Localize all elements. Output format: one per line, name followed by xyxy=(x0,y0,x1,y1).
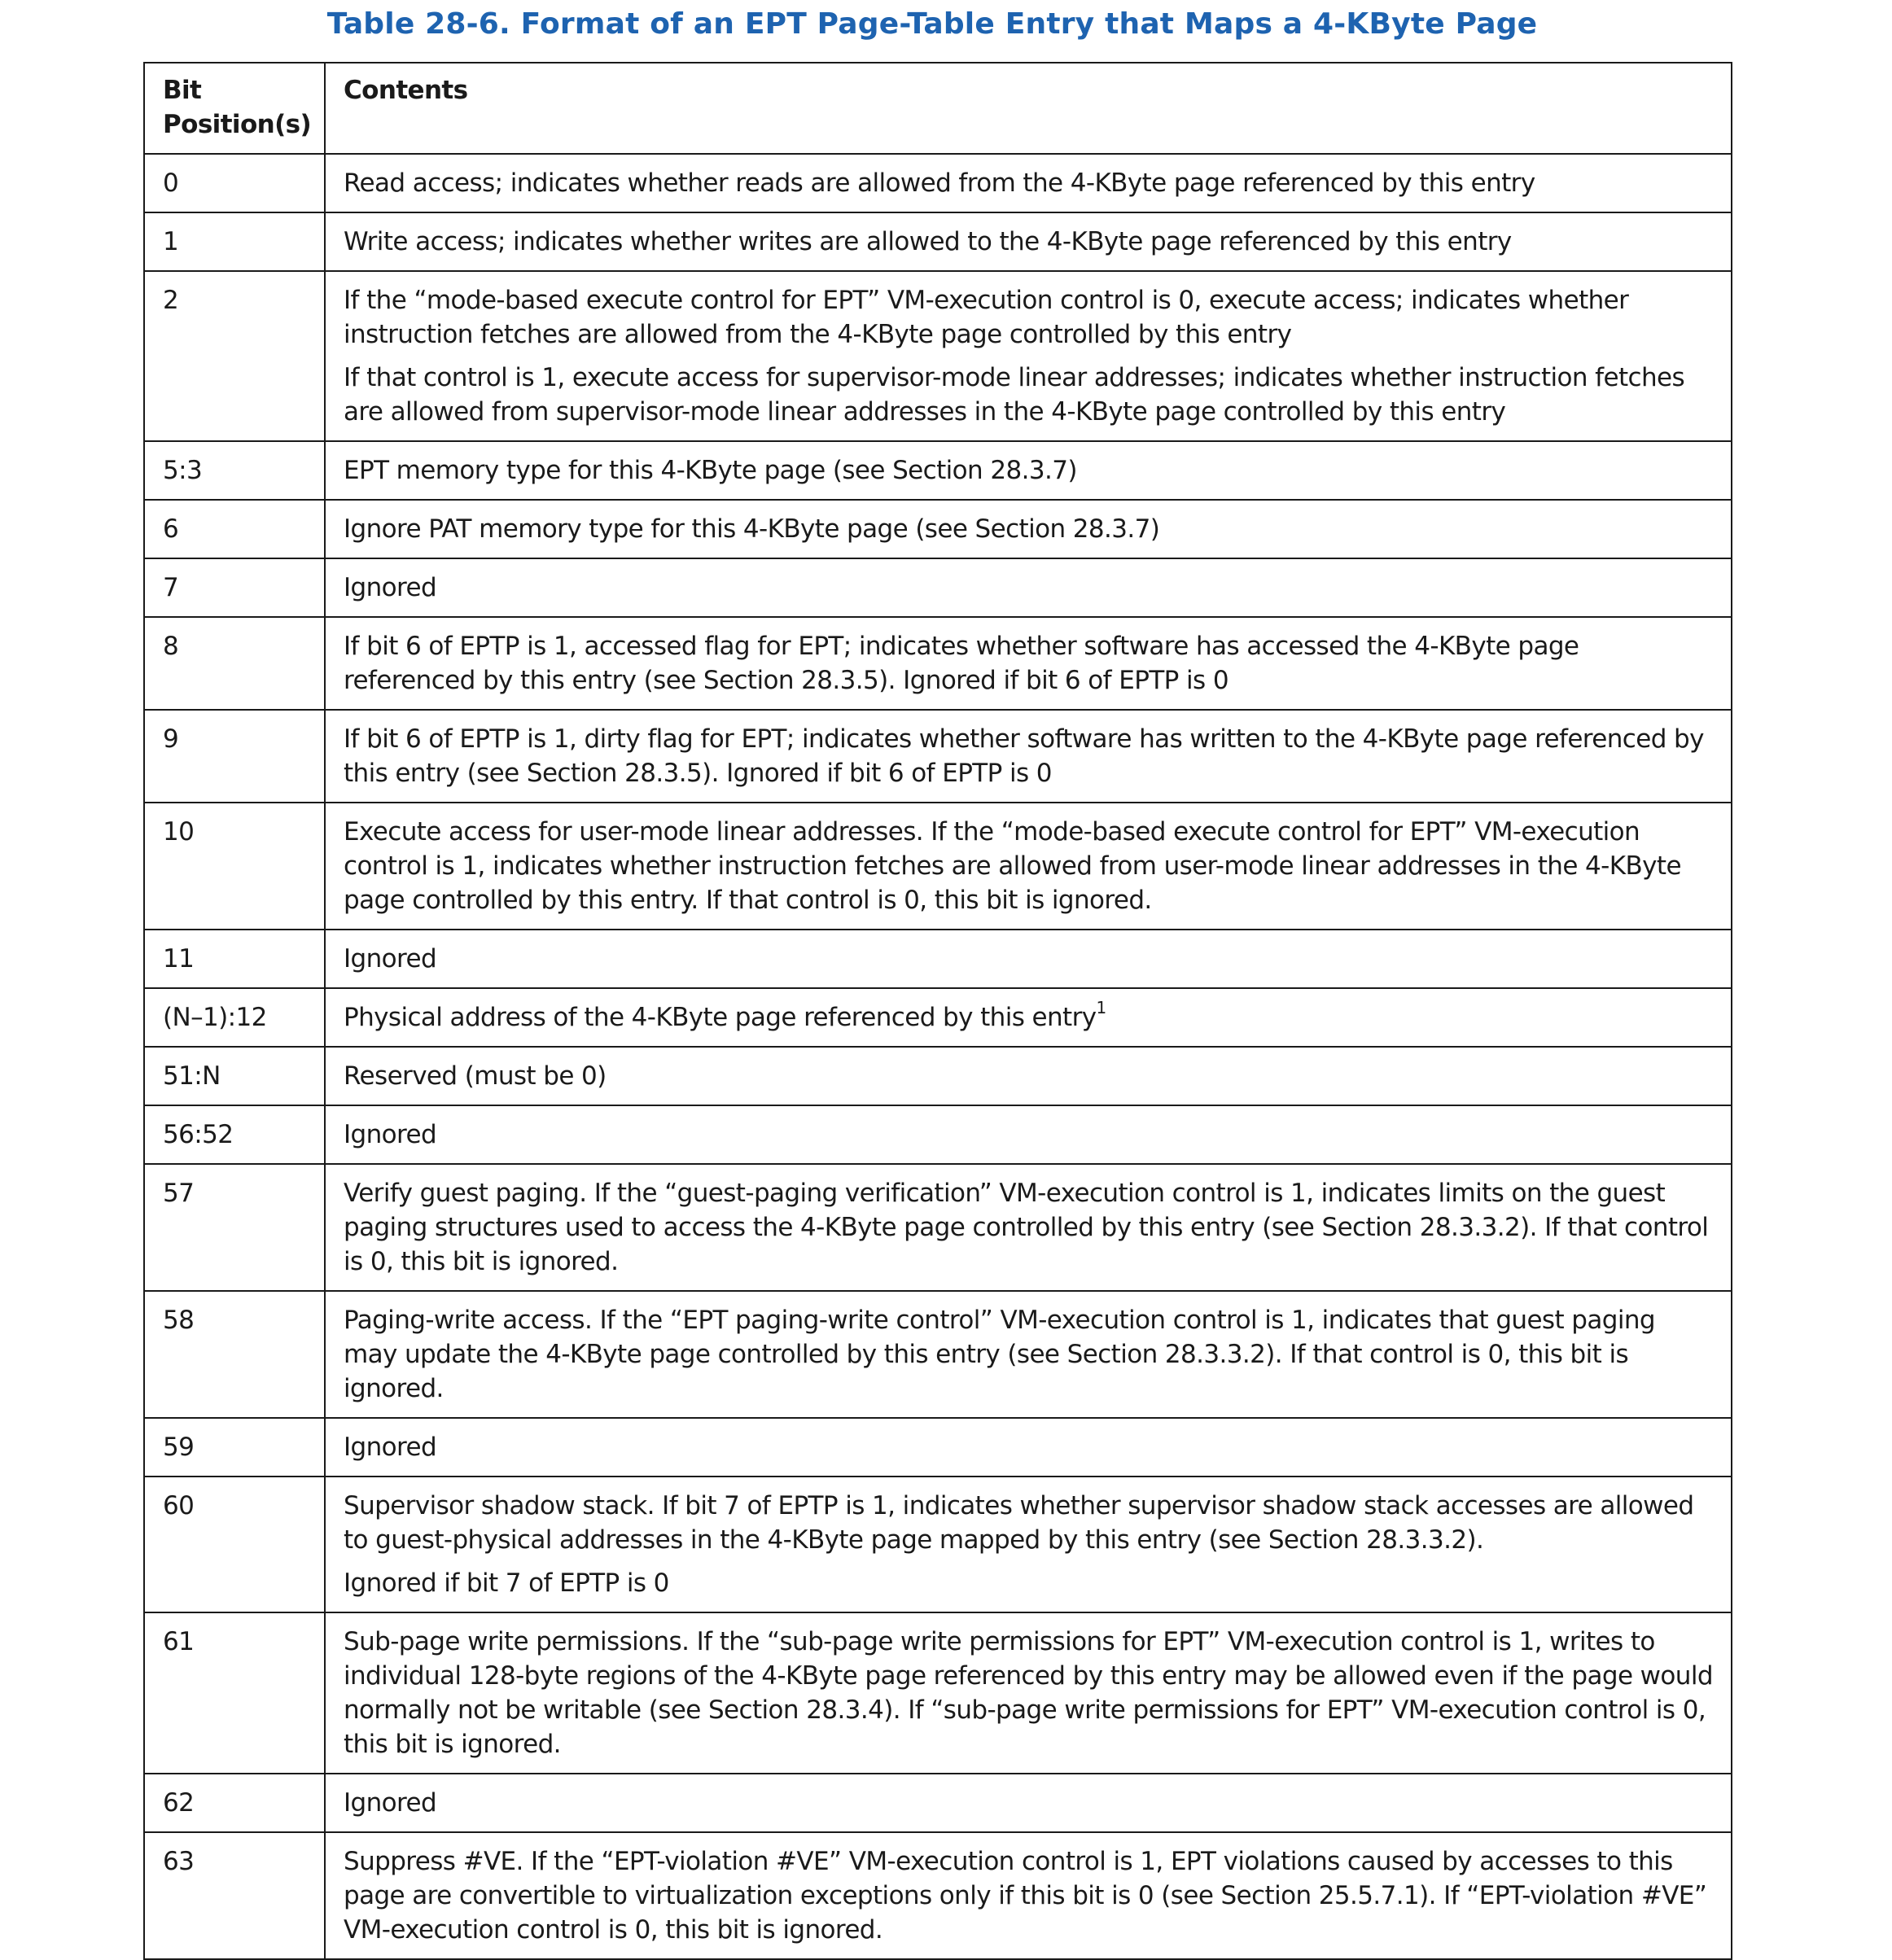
contents-cell xyxy=(325,500,1732,558)
contents-text: Ignored xyxy=(344,1120,437,1149)
contents-paragraph xyxy=(344,1844,1713,1947)
contents-text: Ignored xyxy=(344,573,437,602)
bit-position-cell: 1 xyxy=(144,212,325,271)
contents-cell xyxy=(325,1832,1732,1959)
contents-paragraph xyxy=(344,942,1713,976)
contents-text: Read access; indicates whether reads are allowed from the 4-KByte page referenced by this entry xyxy=(344,168,1535,198)
contents-cell xyxy=(325,1477,1732,1612)
contents-paragraph xyxy=(344,361,1713,429)
table-row xyxy=(144,441,1732,500)
contents-cell xyxy=(325,1105,1732,1164)
bit-position-cell: 59 xyxy=(144,1418,325,1477)
contents-cell xyxy=(325,271,1732,441)
bit-position-cell: 5:3 xyxy=(144,441,325,500)
contents-text: If the “mode-based execute control for EPT” VM-execution control is 0, execute access; indicates whether instruction fetches are allowed from the 4-KByte page controlled by this entry xyxy=(344,286,1629,349)
bit-position-cell: 8 xyxy=(144,617,325,710)
table-row xyxy=(144,1047,1732,1105)
bit-position-cell: 9 xyxy=(144,710,325,803)
contents-paragraph xyxy=(344,1176,1713,1279)
footnote-marker: 1 xyxy=(1096,997,1106,1017)
contents-paragraph xyxy=(344,1786,1713,1820)
bit-position-cell: 58 xyxy=(144,1291,325,1418)
contents-paragraph xyxy=(344,166,1713,200)
contents-paragraph xyxy=(344,1489,1713,1557)
contents-text: Ignored xyxy=(344,1788,437,1818)
table-row xyxy=(144,988,1732,1047)
bit-position-cell: 56:52 xyxy=(144,1105,325,1164)
contents-paragraph xyxy=(344,722,1713,790)
table-row xyxy=(144,1105,1732,1164)
header-contents: Contents xyxy=(325,63,1732,154)
contents-cell xyxy=(325,1774,1732,1832)
contents-paragraph xyxy=(344,1430,1713,1464)
contents-text: Ignored xyxy=(344,944,437,973)
contents-cell xyxy=(325,212,1732,271)
contents-cell xyxy=(325,1418,1732,1477)
contents-paragraph xyxy=(344,629,1713,698)
table-row xyxy=(144,803,1732,930)
bit-position-cell: 11 xyxy=(144,930,325,988)
contents-text: Sub-page write permissions. If the “sub-page write permissions for EPT” VM-execution control is 1, writes to individual 128-byte regions of the 4-KByte page referenced by this entry may be allowed even if the page would normally not be writable (see Section 28.3.4). If “sub-page write permissions for EPT” VM-execution control is 0, this bit is ignored. xyxy=(344,1627,1713,1759)
contents-text: Supervisor shadow stack. If bit 7 of EPTP is 1, indicates whether supervisor shadow stack accesses are allowed to guest-physical addresses in the 4-KByte page mapped by this entry (see Section 28.3.3.2). xyxy=(344,1491,1694,1555)
contents-cell xyxy=(325,617,1732,710)
bit-position-cell: 63 xyxy=(144,1832,325,1959)
contents-text: Ignore PAT memory type for this 4-KByte page (see Section 28.3.7) xyxy=(344,514,1160,544)
bit-position-cell: 62 xyxy=(144,1774,325,1832)
contents-text: Ignored if bit 7 of EPTP is 0 xyxy=(344,1568,669,1598)
table-row xyxy=(144,271,1732,441)
bit-position-cell: 60 xyxy=(144,1477,325,1612)
contents-paragraph xyxy=(344,815,1713,917)
contents-cell xyxy=(325,154,1732,212)
contents-cell xyxy=(325,1291,1732,1418)
contents-text: Execute access for user-mode linear addresses. If the “mode-based execute control for EPT” VM-execution control is 1, indicates whether instruction fetches are allowed from user-mode linear addresses in the 4-KByte page controlled by this entry. If that control is 0, this bit is ignored. xyxy=(344,817,1681,915)
table-row xyxy=(144,710,1732,803)
table-row xyxy=(144,1418,1732,1477)
contents-cell xyxy=(325,988,1732,1047)
bit-position-cell: 2 xyxy=(144,271,325,441)
bit-position-cell: 7 xyxy=(144,558,325,617)
bit-position-cell: (N–1):12 xyxy=(144,988,325,1047)
contents-cell xyxy=(325,558,1732,617)
contents-paragraph xyxy=(344,225,1713,259)
contents-text: Paging-write access. If the “EPT paging-write control” VM-execution control is 1, indicates that guest paging may update the 4-KByte page controlled by this entry (see Section 28.3.3.2). If that control is 0, this bit is ignored. xyxy=(344,1306,1655,1403)
table-row xyxy=(144,1164,1732,1291)
contents-paragraph xyxy=(344,1059,1713,1093)
bit-position-cell: 0 xyxy=(144,154,325,212)
contents-cell xyxy=(325,710,1732,803)
contents-cell xyxy=(325,803,1732,930)
contents-text: If that control is 1, execute access for supervisor-mode linear addresses; indicates whether instruction fetches are allowed from supervisor-mode linear addresses in the 4-KByte page controlled by this entry xyxy=(344,363,1685,427)
table-row xyxy=(144,1477,1732,1612)
contents-text: Verify guest paging. If the “guest-paging verification” VM-execution control is 1, indicates limits on the guest paging structures used to access the 4-KByte page controlled by this entry (see Section 28.3.3.2). If that control is 0, this bit is ignored. xyxy=(344,1179,1709,1276)
contents-text: If bit 6 of EPTP is 1, dirty flag for EPT; indicates whether software has written to the 4-KByte page referenced by this entry (see Section 28.3.5). Ignored if bit 6 of EPTP is 0 xyxy=(344,724,1704,788)
contents-paragraph xyxy=(344,997,1713,1035)
contents-text: EPT memory type for this 4-KByte page (see Section 28.3.7) xyxy=(344,456,1077,485)
contents-cell xyxy=(325,1612,1732,1774)
contents-paragraph xyxy=(344,571,1713,605)
contents-paragraph xyxy=(344,1118,1713,1152)
contents-paragraph xyxy=(344,1303,1713,1406)
table-row xyxy=(144,1774,1732,1832)
table-row xyxy=(144,617,1732,710)
contents-text: Suppress #VE. If the “EPT-violation #VE” VM-execution control is 1, EPT violations caused by accesses to this page are convertible to virtualization exceptions only if this bit is 0 (see Section 25.5.7.1). If “EPT-violation #VE” VM-execution control is 0, this bit is ignored. xyxy=(344,1847,1707,1945)
bit-position-cell: 6 xyxy=(144,500,325,558)
contents-cell xyxy=(325,441,1732,500)
contents-paragraph xyxy=(344,453,1713,488)
header-bit-positions: Bit Position(s) xyxy=(144,63,325,154)
table-row xyxy=(144,1612,1732,1774)
table-row xyxy=(144,930,1732,988)
contents-paragraph xyxy=(344,1625,1713,1761)
table-row xyxy=(144,1832,1732,1959)
contents-text: Physical address of the 4-KByte page referenced by this entry xyxy=(344,1003,1097,1032)
contents-cell xyxy=(325,1164,1732,1291)
bit-position-cell: 10 xyxy=(144,803,325,930)
table-body xyxy=(144,154,1732,1959)
contents-paragraph xyxy=(344,1566,1713,1600)
table-container xyxy=(143,62,1731,1960)
contents-text: Ignored xyxy=(344,1433,437,1462)
table-row xyxy=(144,212,1732,271)
table-row xyxy=(144,154,1732,212)
contents-cell xyxy=(325,930,1732,988)
table-row xyxy=(144,500,1732,558)
table-row xyxy=(144,558,1732,617)
bit-position-cell: 57 xyxy=(144,1164,325,1291)
contents-paragraph xyxy=(344,283,1713,352)
contents-paragraph xyxy=(344,512,1713,546)
table-row xyxy=(144,1291,1732,1418)
ept-pte-table xyxy=(143,62,1732,1960)
contents-cell xyxy=(325,1047,1732,1105)
bit-position-cell: 61 xyxy=(144,1612,325,1774)
table-caption: Table 28-6. Format of an EPT Page-Table Entry that Maps a 4-KByte Page xyxy=(326,7,1538,41)
contents-text: Reserved (must be 0) xyxy=(344,1061,607,1091)
table-header-row xyxy=(144,63,1732,154)
contents-text: Write access; indicates whether writes are allowed to the 4-KByte page referenced by this entry xyxy=(344,227,1512,256)
contents-text: If bit 6 of EPTP is 1, accessed flag for EPT; indicates whether software has accessed the 4-KByte page referenced by this entry (see Section 28.3.5). Ignored if bit 6 of EPTP is 0 xyxy=(344,632,1579,695)
bit-position-cell: 51:N xyxy=(144,1047,325,1105)
